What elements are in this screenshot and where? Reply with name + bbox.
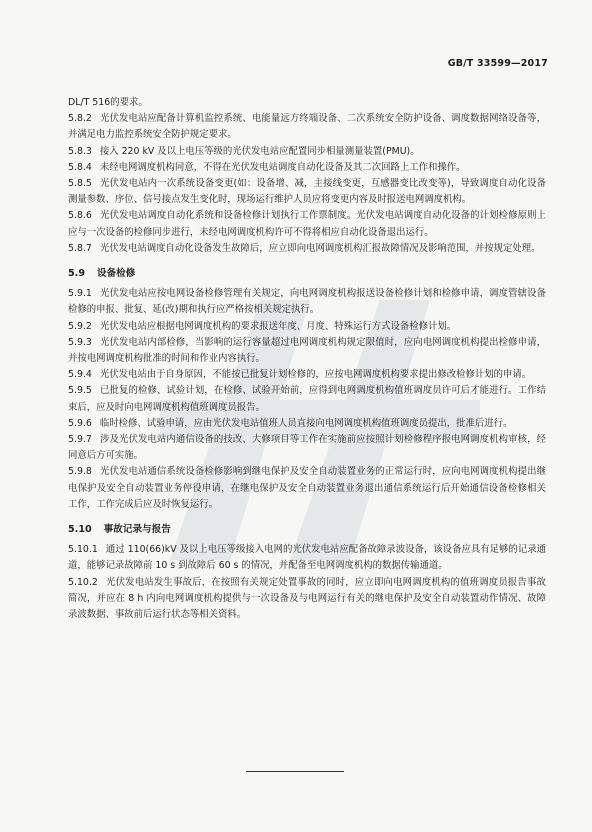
clause-number: 5.8.4 bbox=[68, 161, 92, 173]
paragraph-text: 光伏发电站调度自动化设备发生故障后，应立即向电网调度机构汇报故障情况及影响范围，并按规定处理。 bbox=[99, 242, 541, 254]
clause-number: 5.10.1 bbox=[68, 544, 98, 556]
clause-number: 5.9.7 bbox=[68, 434, 92, 446]
section-title: 设备检修 bbox=[97, 268, 136, 280]
paragraph-text: 光伏发电站应根据电网调度机构的要求报送年度、月度、特殊运行方式设备检修计划。 bbox=[99, 320, 457, 332]
paragraph-text: 光伏发电站应按电网设备检修管理有关规定，向电网调度机构报送设备检修计划和检修申请，调度管辖设备检修的申报、批复、延(改)期和执行应严格按相关规定执行。 bbox=[68, 288, 546, 316]
end-rule bbox=[246, 771, 344, 772]
paragraph bbox=[68, 367, 546, 383]
paragraph bbox=[68, 208, 546, 240]
clause-number: 5.8.5 bbox=[68, 178, 92, 190]
clause-number: 5.9.3 bbox=[68, 336, 92, 348]
paragraph bbox=[68, 176, 546, 208]
paragraph-text: 光伏发电站发生事故后，在按照有关规定处置事故的同时，应立即向电网调度机构的值班调度员报告事故简况，并应在 8 h 内向电网调度机构提供与一次设备及与电网运行有关的继电保护及安全自动装置动作情况、故障录波数据、事故前后运行状态等相关资料。 bbox=[68, 576, 546, 621]
paragraph bbox=[68, 160, 546, 176]
paragraph bbox=[68, 95, 546, 111]
paragraph-text: DL/T 516的要求。 bbox=[68, 97, 148, 108]
clause-number: 5.9.6 bbox=[68, 417, 92, 429]
clause-number: 5.9.1 bbox=[68, 288, 92, 300]
paragraph bbox=[68, 111, 546, 143]
clause-number: 5.9.2 bbox=[68, 320, 92, 332]
paragraph-text: 光伏发电站调度自动化系统和设备检修计划执行工作票制度。光伏发电站调度自动化设备的计划检修原则上应与一次设备的检修同步进行，未经电网调度机构许可不得将相应自动化设备退出运行。 bbox=[68, 210, 546, 238]
paragraph-text: 临时检修、试验申请，应由光伏发电站值班人员直接向电网调度机构值班调度员提出，批准后进行。 bbox=[99, 417, 513, 429]
clause-number: 5.9.5 bbox=[68, 385, 92, 397]
paragraph-text: 涉及光伏发电站内通信设备的技改、大修项目等工作在实施前应按照计划检修程序报电网调度机构审核，经同意后方可实施。 bbox=[68, 434, 546, 462]
clause-number: 5.10.2 bbox=[68, 576, 98, 588]
paragraph-text: 未经电网调度机构同意，不得在光伏发电站调度自动化设备及其二次回路上工作和操作。 bbox=[99, 161, 466, 173]
paragraph-text: 已批复的检修、试验计划，在检修、试验开始前，应得到电网调度机构值班调度员许可后才能进行。工作结束后，应及时向电网调度机构值班调度员报告。 bbox=[68, 385, 546, 413]
paragraph bbox=[68, 286, 546, 318]
paragraph-text: 光伏发电站内一次系统设备变更(如：设备增、减，主接线变更，互感器变比改变等)，导致调度自动化设备测量参数、序位、信号接点发生变化时，现场运行维护人员应将变更内容及时报送电网调度机构。 bbox=[68, 178, 546, 206]
paragraph bbox=[68, 432, 546, 464]
clause-number: 5.8.7 bbox=[68, 242, 92, 254]
paragraph bbox=[68, 464, 546, 513]
document-body bbox=[68, 95, 546, 623]
paragraph bbox=[68, 383, 546, 415]
section-heading bbox=[68, 522, 546, 538]
section-title: 事故记录与报告 bbox=[103, 524, 171, 536]
paragraph-text: 通过 110(66)kV 及以上电压等级接入电网的光伏发电站应配备故障录波设备，该设备应具有足够的记录通道，能够记录故障前 10 s 到故障后 60 s 的情况，并配备至电网调度机构的数据传输通道。 bbox=[68, 544, 546, 572]
paragraph bbox=[68, 335, 546, 367]
standard-code: GB/T 33599—2017 bbox=[447, 58, 548, 69]
paragraph bbox=[68, 144, 546, 160]
paragraph-text: 光伏发电站内部检修，当影响的运行容量超过电网调度机构规定限值时，应向电网调度机构提出检修申请，并按电网调度机构批准的时间和作业内容执行。 bbox=[68, 336, 546, 365]
paragraph-text: 接入 220 kV 及以上电压等级的光伏发电站应配置同步相量测量装置(PMU)。 bbox=[99, 145, 420, 157]
paragraph bbox=[68, 416, 546, 432]
paragraph bbox=[68, 319, 546, 335]
paragraph bbox=[68, 575, 546, 624]
clause-number: 5.9.8 bbox=[68, 466, 92, 478]
paragraph bbox=[68, 542, 546, 574]
paragraph bbox=[68, 241, 546, 257]
section-heading bbox=[68, 266, 546, 282]
clause-number: 5.8.3 bbox=[68, 145, 92, 157]
section-number: 5.10 bbox=[68, 524, 92, 536]
clause-number: 5.8.2 bbox=[68, 113, 92, 125]
paragraph-text: 光伏发电站通信系统设备检修影响到继电保护及安全自动装置业务的正常运行时，应向电网调度机构提出继电保护及安全自动装置业务停役申请，在继电保护及安全自动装置业务退出通信系统运行后开始通信设备检修相关工作，工作完成后应及时恢复运行。 bbox=[68, 466, 546, 510]
clause-number: 5.9.4 bbox=[68, 369, 92, 381]
section-number: 5.9 bbox=[68, 268, 85, 280]
paragraph-text: 光伏发电站由于自身原因，不能按已批复计划检修的，应按电网调度机构要求提出修改检修计划的申请。 bbox=[99, 369, 532, 381]
paragraph-text: 光伏发电站应配备计算机监控系统、电能量远方终端设备、二次系统安全防护设备、调度数据网络设备等，并满足电力监控系统安全防护规定要求。 bbox=[68, 113, 546, 141]
clause-number: 5.8.6 bbox=[68, 210, 92, 222]
